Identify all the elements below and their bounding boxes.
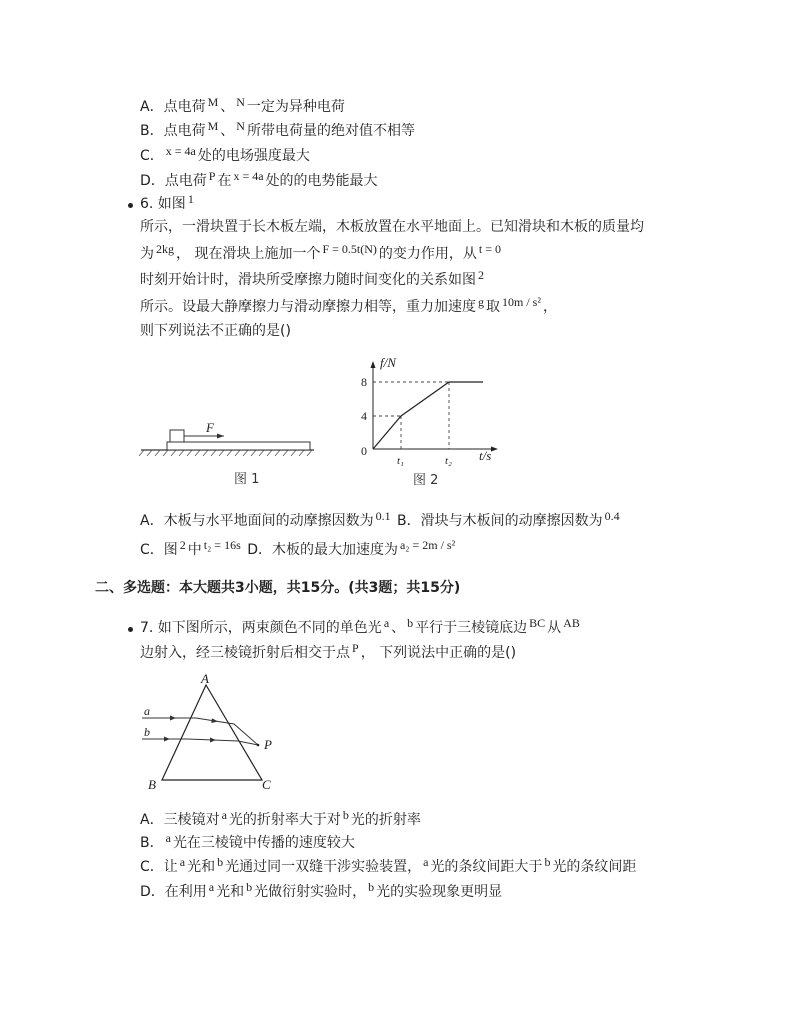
stem-text: 的变力作用，从 [378, 246, 477, 262]
bullet-icon [128, 203, 133, 208]
arrow-head-icon [210, 738, 216, 743]
option-text: B．滑块与木板间的动摩擦因数为 [392, 513, 603, 529]
math-expression: F = 0.5t(N) [322, 242, 377, 256]
origin-label: 0 [361, 444, 367, 458]
q7-option-b [140, 833, 355, 853]
math-symbol: 2 [478, 268, 484, 282]
option-text: 光的条纹间距 [552, 859, 637, 875]
arrow-head-icon [217, 434, 224, 439]
stem-text: 从 [547, 620, 562, 636]
block [170, 430, 184, 442]
separator: 、 [220, 123, 235, 139]
math-symbol: N [236, 95, 245, 109]
separator: 、 [220, 99, 235, 115]
stem-text: 为 [140, 246, 154, 262]
ray-label-a: a [144, 704, 150, 718]
math-symbol: 1 [187, 192, 194, 206]
stem-text: 7. 如下图所示，两束颜色不同的单色光 [140, 620, 382, 636]
option-text: C．让 [140, 859, 178, 875]
q5-option-a [140, 97, 345, 117]
math-symbol: N [236, 119, 245, 133]
option-text: D．点电荷 [140, 173, 207, 189]
q5-option-b [140, 121, 415, 141]
math-symbol: b [544, 855, 551, 869]
math-value: 0.1 [375, 509, 391, 523]
math-symbol: a [179, 855, 186, 869]
option-text: C．图 [140, 542, 178, 558]
q6-figure-2 [355, 352, 505, 492]
option-text: 光通过同一双缝干涉实验装置， [225, 859, 422, 875]
arrow-head-icon [211, 718, 218, 723]
stem-text: 平行于三棱镜底边 [415, 620, 528, 636]
math-symbol: M [207, 95, 219, 109]
q7-stem-line-2 [140, 643, 516, 663]
math-symbol: a [208, 880, 215, 894]
figure-1-caption: 图 1 [234, 472, 260, 487]
q6-stem-line-5 [140, 297, 557, 317]
stem-text: 取 [486, 299, 500, 315]
math-symbol: b [246, 880, 253, 894]
math-value: 0.4 [604, 509, 620, 523]
point-p-dot [257, 744, 260, 747]
option-text: A．三棱镜对 [140, 812, 220, 828]
math-symbol: b [217, 855, 224, 869]
math-symbol: P [208, 169, 216, 183]
option-text: 中 [187, 542, 202, 558]
q6-figure-1 [138, 418, 318, 490]
separator: 、 [391, 620, 406, 636]
vertex-label-a: A [201, 672, 209, 686]
stem-text: ， 现在滑块上施加一个 [176, 246, 321, 262]
math-symbol: b [368, 880, 375, 894]
prism-triangle [162, 685, 262, 780]
math-expression: x = 4a [165, 144, 196, 158]
y-axis-arrow-icon [371, 361, 376, 368]
option-text: C． [140, 148, 164, 164]
q6-stem-line-6 [140, 321, 291, 341]
option-text: 光和 [187, 859, 216, 875]
math-symbol: b [342, 808, 349, 822]
math-symbol: a [383, 616, 390, 630]
x-tick-label: t₁ [397, 455, 404, 467]
q7-option-a [140, 810, 421, 830]
q6-options-ab [140, 511, 622, 531]
stem-text: 则下列说法不正确的是() [140, 323, 291, 339]
x-axis-label: t/s [479, 448, 492, 463]
bullet-icon [128, 627, 133, 632]
x-tick-label: t₂ [445, 455, 452, 467]
ray-label-b: b [144, 725, 150, 739]
math-symbol: a [165, 831, 171, 845]
stem-text: 边射入，经三棱镜折射后相交于点 [140, 645, 350, 661]
x-axis-arrow-icon [491, 447, 498, 452]
option-text: 光在三棱镜中传播的速度较大 [172, 835, 355, 851]
math-expression: 10m / s² [502, 295, 541, 309]
math-expression: t₂ = 16s [203, 538, 241, 552]
option-text: A．点电荷 [140, 99, 206, 115]
option-text: 光的实验现象更明显 [376, 884, 503, 900]
math-expression: 2kg [156, 242, 174, 256]
ground-hatching [139, 450, 312, 456]
q5-option-c [140, 146, 310, 166]
math-symbol: P [352, 641, 359, 655]
q6-stem-line-4 [140, 270, 486, 290]
y-tick-label: 4 [361, 409, 367, 423]
q5-option-d [140, 171, 378, 191]
math-symbol: a [423, 855, 429, 869]
option-text: 光的条纹间距大于 [430, 859, 543, 875]
option-text: B． [140, 835, 164, 851]
ray-a [142, 718, 258, 745]
q6-stem-line-3 [140, 244, 503, 264]
stem-text: ， [542, 299, 557, 315]
friction-curve [373, 382, 483, 449]
math-symbol: AB [563, 616, 580, 630]
math-symbol: b [407, 616, 414, 630]
option-text: B．点电荷 [140, 123, 206, 139]
q6-stem-line-2 [140, 217, 644, 237]
option-text: 在 [217, 173, 232, 189]
point-label-p: P [264, 737, 272, 752]
math-expression: a₂ = 2m / s² [399, 538, 456, 552]
q7-option-d [140, 882, 502, 902]
math-expression: t = 0 [478, 242, 501, 256]
q7-prism-figure [138, 672, 288, 794]
q7-option-c [140, 857, 636, 877]
q6-stem-line-1 [140, 194, 196, 214]
y-tick-label: 8 [361, 375, 367, 389]
option-text: 光和 [216, 884, 245, 900]
math-symbol: g [478, 295, 484, 309]
math-value: 2 [179, 538, 186, 552]
stem-text: 所示。设最大静摩擦力与滑动摩擦力相等，重力加速度 [140, 299, 476, 315]
q6-options-cd [140, 540, 457, 560]
math-symbol: a [221, 808, 227, 822]
force-label: F [206, 420, 214, 435]
option-text: 一定为异种电荷 [246, 99, 345, 115]
vertex-label-c: C [262, 777, 271, 792]
section-heading: 二、多选题：本大题共3小题，共15分。(共3题；共15分) [95, 580, 461, 596]
stem-text: 所示，一滑块置于长木板左端，木板放置在水平地面上。已知滑块和木板的质量均 [140, 219, 644, 235]
option-text: 所带电荷量的绝对值不相等 [246, 123, 415, 139]
option-text: 处的电场强度最大 [197, 148, 310, 164]
math-symbol: M [207, 119, 219, 133]
option-text: 光的折射率大于对 [228, 812, 341, 828]
arrow-head-icon [170, 716, 176, 721]
option-text: D．在利用 [140, 884, 207, 900]
option-text: 光做衍射实验时， [254, 884, 367, 900]
option-text: 光的折射率 [350, 812, 421, 828]
figure-2-caption: 图 2 [413, 473, 439, 488]
vertex-label-b: B [148, 777, 156, 792]
option-text: D．木板的最大加速度为 [242, 542, 398, 558]
option-text: A．木板与水平地面间的动摩擦因数为 [140, 513, 374, 529]
stem-text: 时刻开始计时，滑块所受摩擦力随时间变化的关系如图 [140, 272, 476, 288]
board [167, 442, 310, 450]
arrow-head-icon [164, 737, 170, 742]
y-axis-label: f/N [380, 355, 396, 370]
math-expression: x = 4a [233, 169, 264, 183]
option-text: 处的的电势能最大 [265, 173, 378, 189]
math-symbol: BC [529, 616, 546, 630]
stem-text: 6. 如图 [140, 196, 186, 212]
q7-stem-line-1 [140, 618, 582, 638]
stem-text: ， 下列说法中正确的是() [360, 645, 517, 661]
